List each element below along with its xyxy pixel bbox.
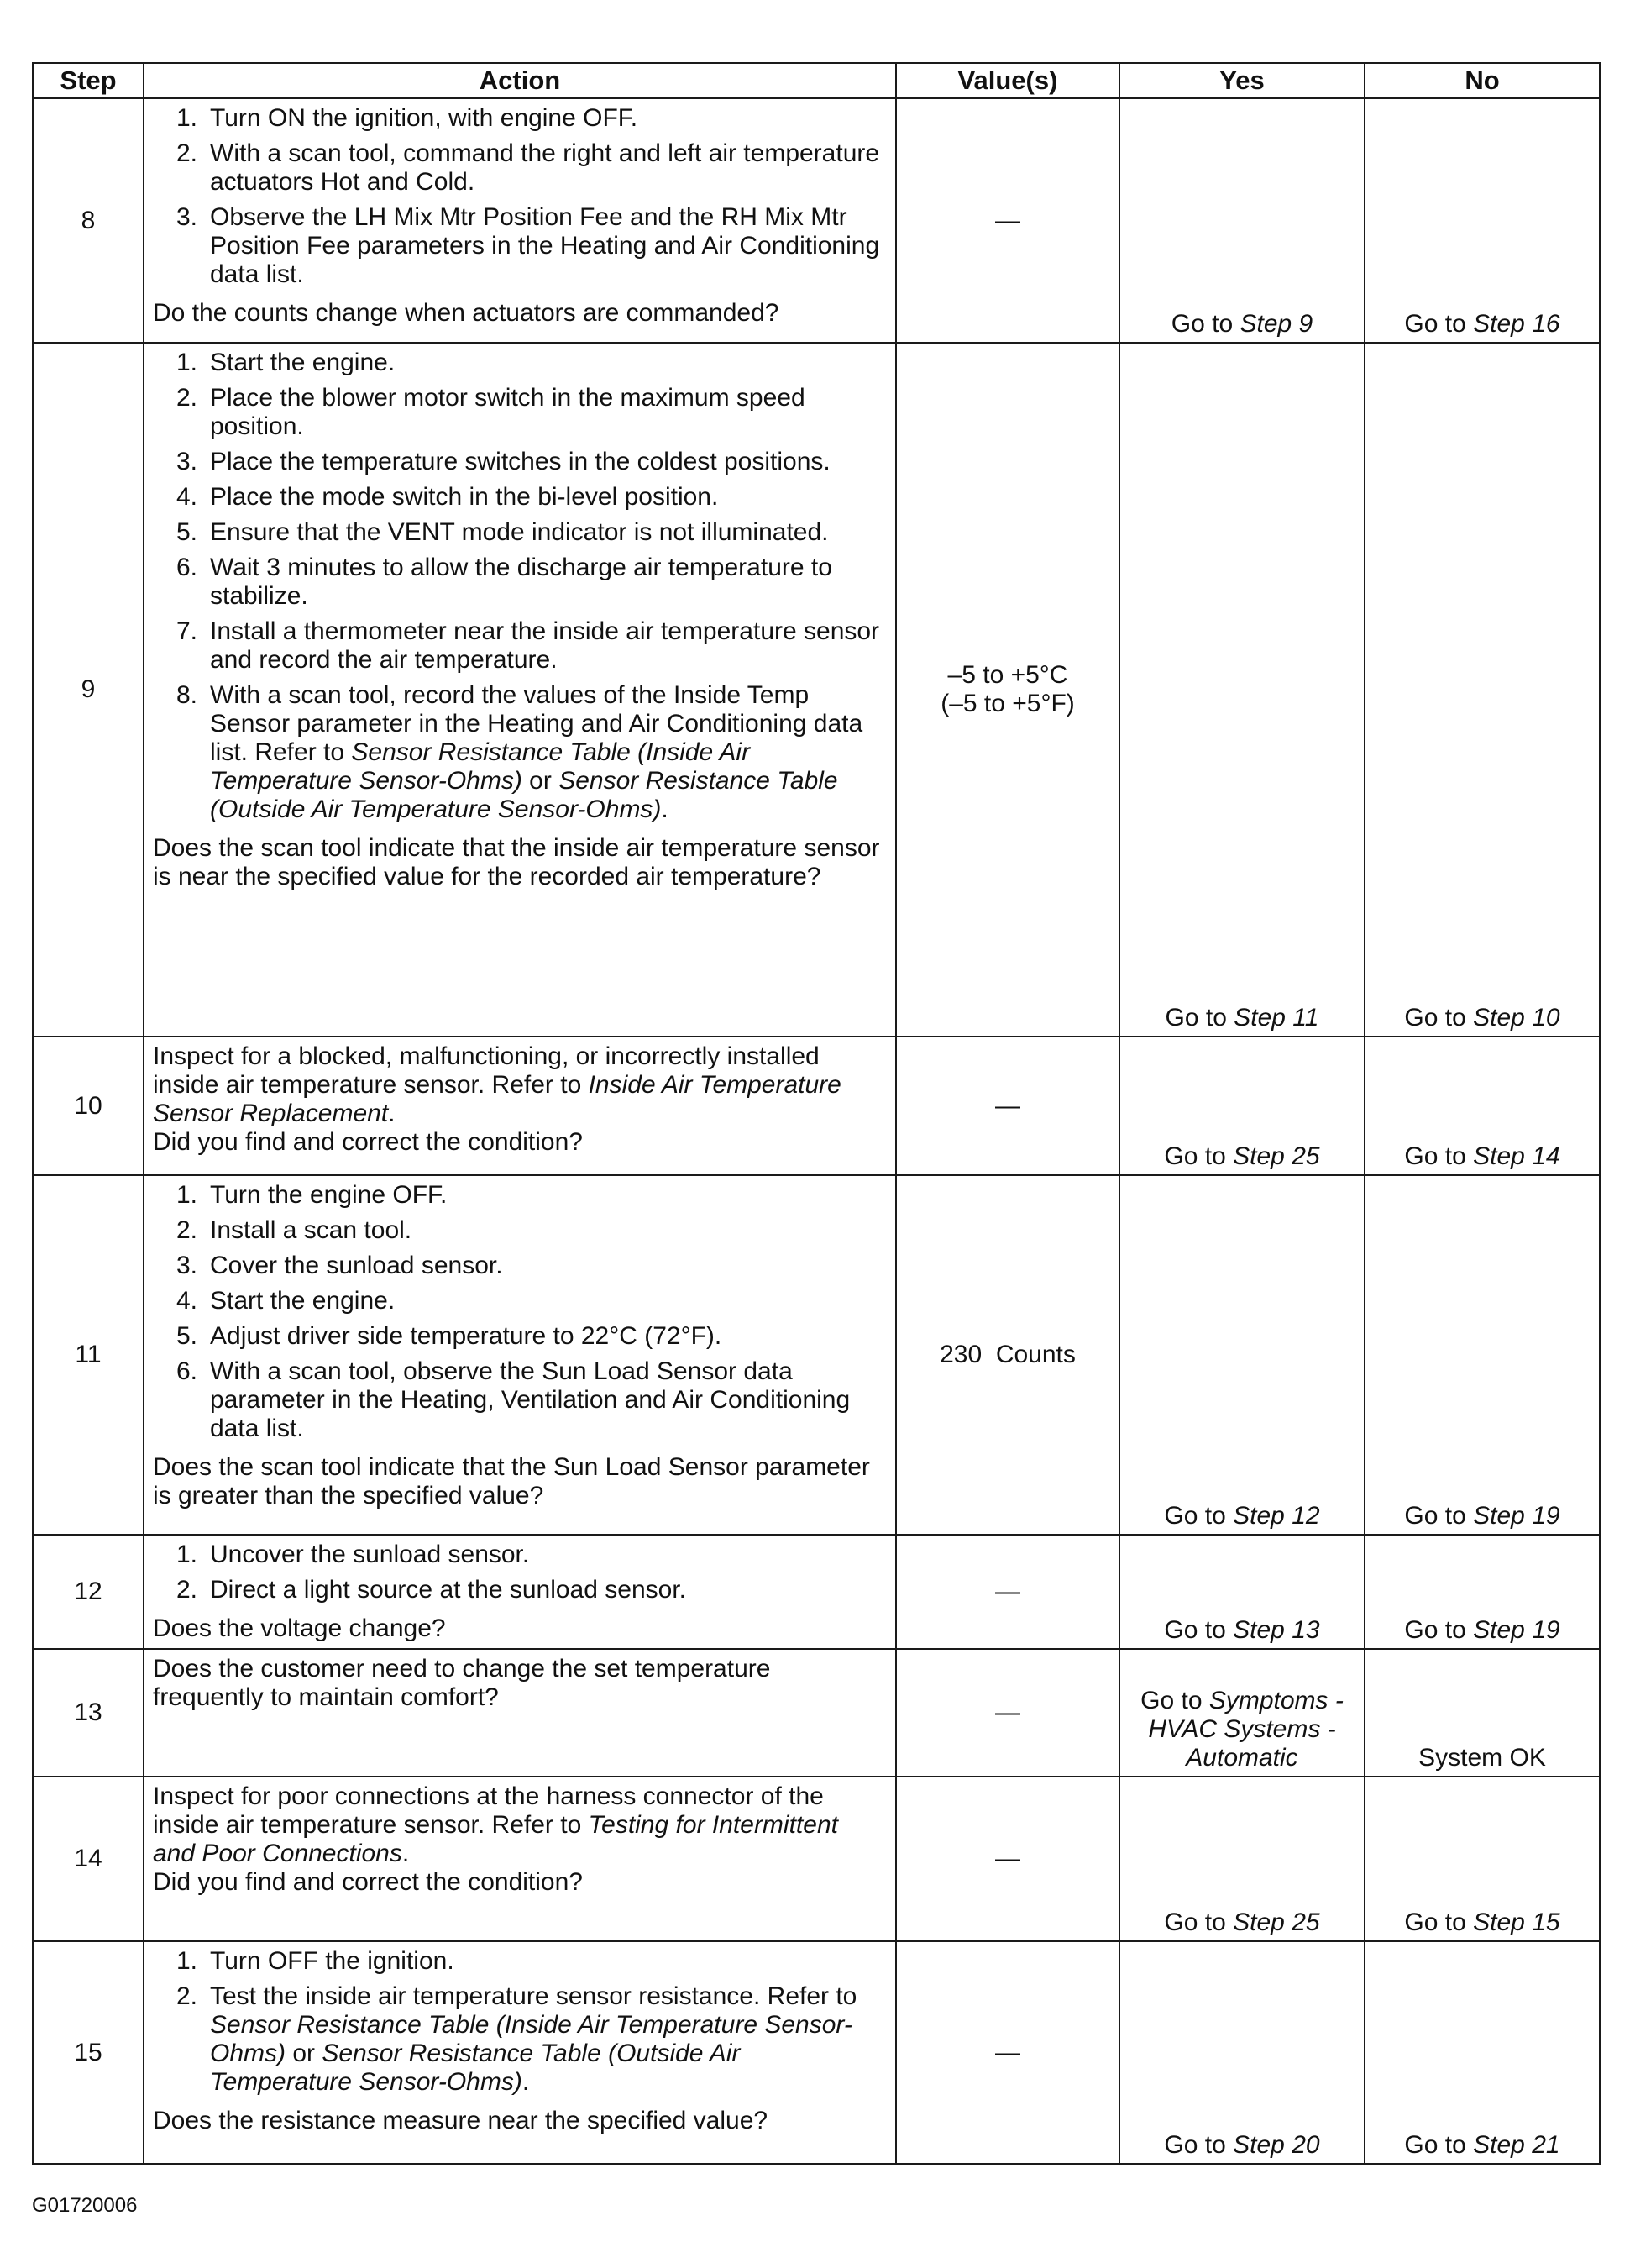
instruction-list xyxy=(153,349,887,831)
no-cell: Go to Step 16 xyxy=(1365,98,1600,343)
yes-cell: Go to Step 13 xyxy=(1119,1535,1365,1649)
table-row-step-14 xyxy=(33,1777,1600,1941)
question-text: Does the scan tool indicate that the inside air temperature sensor is near the specified value for the recorded air temperature? xyxy=(153,834,880,890)
table-row-step-8 xyxy=(33,98,1600,343)
no-cell: Go to Step 15 xyxy=(1365,1777,1600,1941)
table-row-step-15 xyxy=(33,1941,1600,2164)
list-item: 1. Turn OFF the ignition. xyxy=(176,1947,454,1975)
question-text: Does the voltage change? xyxy=(153,1614,446,1642)
value-cell: — xyxy=(896,98,1119,343)
reference-link[interactable]: Testing for Intermittent and Poor Connections xyxy=(153,1811,838,1867)
instruction-list xyxy=(153,104,887,296)
action-cell xyxy=(144,98,896,343)
value-cell xyxy=(896,343,1119,1037)
list-item: 4. Place the mode switch in the bi-level position. xyxy=(176,483,719,511)
yes-cell: Go to Step 25 xyxy=(1119,1777,1365,1941)
question-text: Did you find and correct the condition? xyxy=(153,1868,583,1896)
list-item: 2. Install a scan tool. xyxy=(176,1216,412,1244)
question-text: Does the scan tool indicate that the Sun Load Sensor parameter is greater than the specified value? xyxy=(153,1453,870,1509)
step-link[interactable]: Step 19 xyxy=(1473,1502,1560,1530)
list-item: 6. With a scan tool, observe the Sun Load Sensor data parameter in the Heating, Ventilation and Air Conditioning data list. xyxy=(176,1357,851,1442)
instruction-text: Inspect for a blocked, malfunctioning, or incorrectly installed inside air temperature sensor. Refer to Inside Air Temperature Sensor Replacement. xyxy=(153,1042,841,1127)
symptoms-link[interactable]: Symptoms - HVAC Systems - Automatic xyxy=(1148,1687,1344,1772)
table-row-step-11 xyxy=(33,1175,1600,1535)
action-cell xyxy=(144,1649,896,1777)
table-row-step-13 xyxy=(33,1649,1600,1777)
value-cell: — xyxy=(896,1777,1119,1941)
table-row-step-12 xyxy=(33,1535,1600,1649)
action-cell xyxy=(144,343,896,1037)
list-item: 2. Place the blower motor switch in the maximum speed position. xyxy=(176,384,805,440)
step-link[interactable]: Step 19 xyxy=(1473,1616,1560,1644)
list-item: 1. Turn ON the ignition, with engine OFF. xyxy=(176,104,638,132)
yes-cell: Go to Step 25 xyxy=(1119,1037,1365,1175)
question-text: Does the customer need to change the set temperature frequently to maintain comfort? xyxy=(153,1655,771,1711)
value-cell: — xyxy=(896,1037,1119,1175)
yes-cell: Go to Step 12 xyxy=(1119,1175,1365,1535)
reference-link[interactable]: Sensor Resistance Table (Outside Air Temperature Sensor-Ohms) xyxy=(210,2040,741,2096)
list-item: 7. Install a thermometer near the inside air temperature sensor and record the air temperature. xyxy=(176,617,880,674)
list-item: 8. With a scan tool, record the values of the Inside Temp Sensor parameter in the Heating and Air Conditioning data list. Refer to Sensor Resistance Table (Inside Air Temperature Sensor-Ohms) or Sensor Resistance Table (Outside Air Temperature Sensor-Ohms). xyxy=(176,681,863,823)
reference-link[interactable]: Sensor Resistance Table (Inside Air Temperature Sensor-Ohms) xyxy=(210,2011,852,2067)
step-number: 8 xyxy=(33,98,144,343)
step-number: 11 xyxy=(33,1175,144,1535)
step-link[interactable]: Step 14 xyxy=(1473,1142,1560,1170)
value-cell: — xyxy=(896,1535,1119,1649)
value-line: (–5 to +5°F) xyxy=(941,690,1075,717)
step-number: 15 xyxy=(33,1941,144,2164)
step-link[interactable]: Step 12 xyxy=(1233,1502,1320,1530)
header-row xyxy=(33,63,1600,98)
reference-link[interactable]: Sensor Resistance Table (Inside Air Temperature Sensor-Ohms) xyxy=(210,738,751,795)
reference-link[interactable]: Sensor Resistance Table (Outside Air Temperature Sensor-Ohms) xyxy=(210,767,838,823)
step-link[interactable]: Step 9 xyxy=(1240,310,1313,338)
step-link[interactable]: Step 21 xyxy=(1473,2131,1560,2159)
header-step: Step xyxy=(33,63,144,98)
table-row-step-10 xyxy=(33,1037,1600,1175)
list-item: 2. With a scan tool, command the right and left air temperature actuators Hot and Cold. xyxy=(176,139,880,196)
list-item: 4. Start the engine. xyxy=(176,1287,396,1315)
yes-cell: Go to Step 20 xyxy=(1119,1941,1365,2164)
no-cell: Go to Step 21 xyxy=(1365,1941,1600,2164)
step-link[interactable]: Step 15 xyxy=(1473,1908,1560,1936)
action-cell xyxy=(144,1777,896,1941)
header-action: Action xyxy=(144,63,896,98)
list-item: 3. Observe the LH Mix Mtr Position Fee and the RH Mix Mtr Position Fee parameters in the Heating and Air Conditioning data list. xyxy=(176,203,880,288)
no-cell: System OK xyxy=(1365,1649,1600,1777)
question-text: Does the resistance measure near the specified value? xyxy=(153,2107,768,2134)
table-row-step-9 xyxy=(33,343,1600,1037)
list-item: 5. Ensure that the VENT mode indicator is not illuminated. xyxy=(176,518,829,546)
list-item: 5. Adjust driver side temperature to 22°C (72°F). xyxy=(176,1322,722,1350)
instruction-list xyxy=(153,1947,887,2103)
question-text: Do the counts change when actuators are commanded? xyxy=(153,299,779,327)
step-number: 14 xyxy=(33,1777,144,1941)
list-item: 3. Cover the sunload sensor. xyxy=(176,1252,503,1279)
value-cell: — xyxy=(896,1941,1119,2164)
step-number: 12 xyxy=(33,1535,144,1649)
list-item: 1. Turn the engine OFF. xyxy=(176,1181,448,1209)
list-item: 2. Test the inside air temperature sensor resistance. Refer to Sensor Resistance Table (Inside Air Temperature Sensor-Ohms) or Sensor Resistance Table (Outside Air Temperature Sensor-Ohms). xyxy=(176,1982,857,2096)
value-cell: — xyxy=(896,1649,1119,1777)
step-number: 10 xyxy=(33,1037,144,1175)
list-item: 3. Place the temperature switches in the coldest positions. xyxy=(176,448,831,475)
step-link[interactable]: Step 13 xyxy=(1233,1616,1320,1644)
instruction-list xyxy=(153,1181,887,1450)
question-text: Did you find and correct the condition? xyxy=(153,1128,583,1156)
step-link[interactable]: Step 20 xyxy=(1233,2131,1320,2159)
action-cell xyxy=(144,1175,896,1535)
no-cell: Go to Step 19 xyxy=(1365,1175,1600,1535)
diagnostic-table-container xyxy=(32,62,1599,2165)
value-cell: 230 Counts xyxy=(896,1175,1119,1535)
no-cell: Go to Step 19 xyxy=(1365,1535,1600,1649)
instruction-text: Inspect for poor connections at the harness connector of the inside air temperature sensor. Refer to Testing for Intermittent and Poor Connections. xyxy=(153,1782,838,1867)
step-link[interactable]: Step 16 xyxy=(1473,310,1560,338)
step-link[interactable]: Step 25 xyxy=(1233,1908,1320,1936)
diagnostic-table xyxy=(32,62,1601,2165)
yes-cell: Go to Step 11 xyxy=(1119,343,1365,1037)
step-link[interactable]: Step 11 xyxy=(1234,1004,1319,1032)
header-values: Value(s) xyxy=(896,63,1119,98)
step-link[interactable]: Step 25 xyxy=(1233,1142,1320,1170)
value-line: –5 to +5°C xyxy=(947,661,1068,689)
step-number: 9 xyxy=(33,343,144,1037)
reference-link[interactable]: Inside Air Temperature Sensor Replacement xyxy=(153,1071,841,1127)
instruction-list xyxy=(153,1541,887,1611)
action-cell xyxy=(144,1941,896,2164)
list-item: 6. Wait 3 minutes to allow the discharge air temperature to stabilize. xyxy=(176,554,832,610)
step-number: 13 xyxy=(33,1649,144,1777)
step-link[interactable]: Step 10 xyxy=(1473,1004,1560,1032)
action-cell xyxy=(144,1535,896,1649)
list-item: 1. Uncover the sunload sensor. xyxy=(176,1541,530,1568)
header-no: No xyxy=(1365,63,1600,98)
figure-code: G01720006 xyxy=(32,2194,138,2217)
no-cell: Go to Step 10 xyxy=(1365,343,1600,1037)
yes-cell: Go to Step 9 xyxy=(1119,98,1365,343)
header-yes: Yes xyxy=(1119,63,1365,98)
list-item: 1. Start the engine. xyxy=(176,349,396,376)
list-item: 2. Direct a light source at the sunload sensor. xyxy=(176,1576,686,1604)
action-cell xyxy=(144,1037,896,1175)
no-cell: Go to Step 14 xyxy=(1365,1037,1600,1175)
yes-cell: Go to Symptoms - HVAC Systems - Automatic xyxy=(1119,1649,1365,1777)
